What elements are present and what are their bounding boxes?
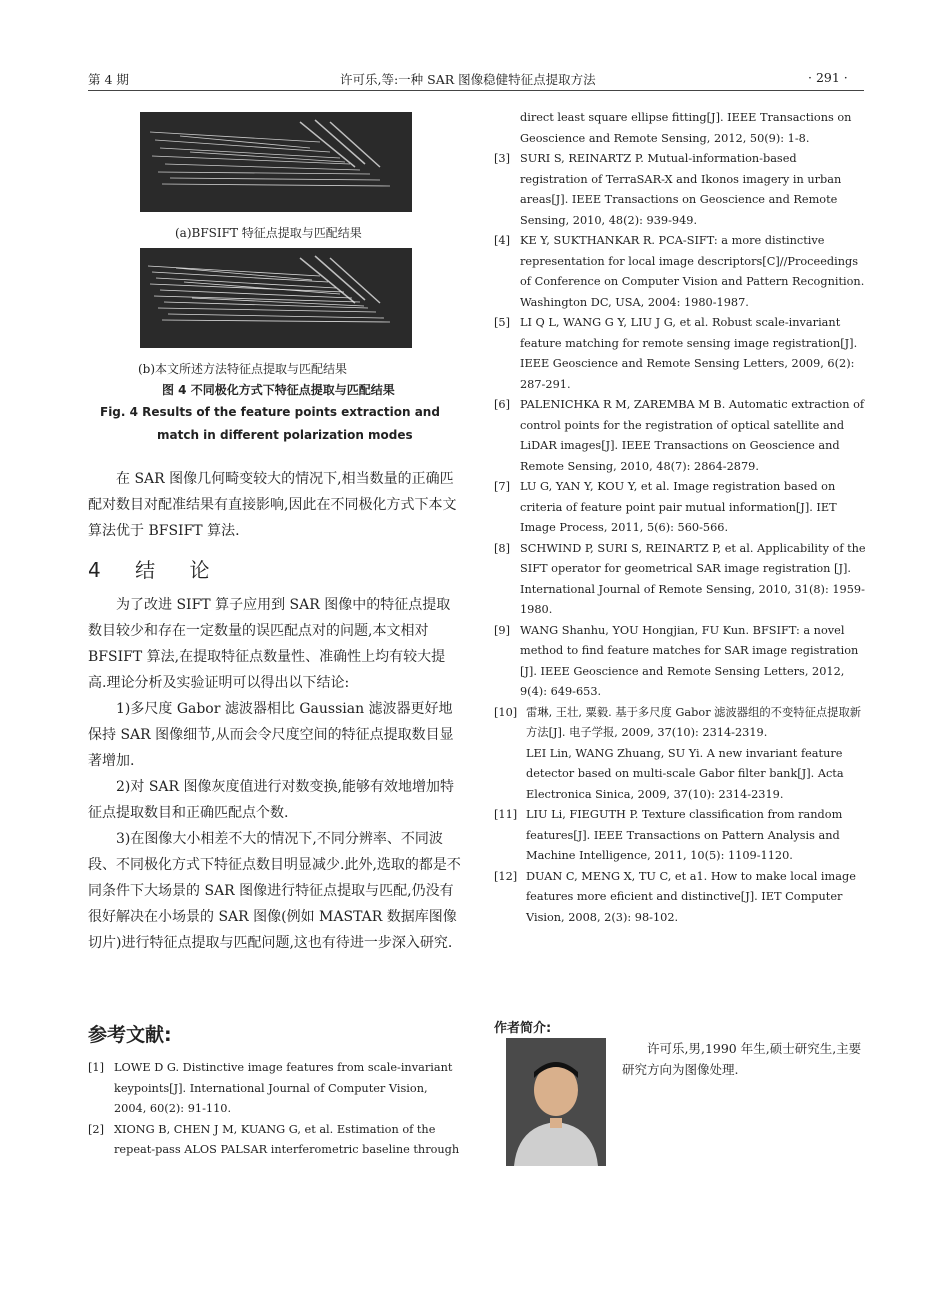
reference-item [494,477,866,539]
references-left [88,1058,463,1161]
reference-item [494,703,866,806]
conclusion-block [88,592,463,956]
reference-text: SCHWIND P, SURI S, REINARTZ P, et al. Applicability of the SIFT operator for geometrical SAR image registration [J]. International Journal of Remote Sensing, 2010, 31(8): 1959-1980. [520,541,866,616]
reference-number: [6] [494,398,511,411]
reference-number: [7] [494,480,511,493]
reference-text: LU G, YAN Y, KOU Y, et al. Image registration based on criteria of feature point pair mutual information[J]. IET Image Process, 2011, 5(6): 560-566. [520,480,837,534]
reference-number: [1] [88,1061,105,1074]
reference-item [494,149,866,231]
body-paragraph: 在 SAR 图像几何畸变较大的情况下,相当数量的正确匹配对数目对配准结果有直接影响,因此在不同极化方式下本文算法优于 BFSIFT 算法. [88,471,457,539]
reference-number: [10] [494,705,518,719]
running-title: 许可乐,等:一种 SAR 图像稳健特征点提取方法 [340,72,596,87]
body-paragraph-1-block [88,466,463,544]
reference-number: [12] [494,869,518,883]
sar-match-lines-a [140,112,412,212]
reference-item [494,621,866,703]
reference-item [88,1120,463,1161]
references-right [494,108,866,928]
reference-item [494,539,866,621]
body-paragraph: 2)对 SAR 图像灰度值进行对数变换,能够有效地增加特征点提取数目和正确匹配点个数. [88,779,454,821]
reference-continuation [494,108,866,149]
body-paragraph: 1)多尺度 Gabor 滤波器相比 Gaussian 滤波器更好地保持 SAR 图像细节,从而会令尺度空间的特征点提取数目显著增加. [88,701,454,769]
reference-text: SURI S, REINARTZ P. Mutual-information-based registration of TerraSAR-X and Ikonos imagery in urban areas[J]. IEEE Transactions on Geoscience and Remote Sensing, 2010, 48(2): 939-949. [520,152,842,227]
reference-text: KE Y, SUKTHANKAR R. PCA-SIFT: a more distinctive representation for local image descriptors[C]//Proceedings of Conference on Computer Vision and Pattern Recognition. Washington DC, USA, 2004: 1980-1987. [520,234,865,309]
author-heading: 作者简介: [494,1021,552,1036]
reference-text: LOWE D G. Distinctive image features from scale-invariant keypoints[J]. International Journal of Computer Vision, 2004, 60(2): 91-110. [114,1061,453,1115]
figure-title-en-2: match in different polarization modes [157,428,413,442]
reference-text: PALENICHKA R M, ZAREMBA M B. Automatic extraction of control points for the registration of optical satellite and LiDAR images[J]. IEEE Transactions on Geoscience and Remote Sensing, 2010, 48(7): 2864-2879. [520,398,865,473]
reference-text: DUAN C, MENG X, TU C, et a1. How to make local image features more eficient and distinctive[J]. IET Computer Vision, 2008, 2(3): 98-102. [526,869,856,924]
reference-number: [3] [494,152,511,165]
page-number: · 291 · [808,70,848,85]
issue-label: 第 4 期 [88,72,129,87]
subcaption-a: (a)BFSIFT 特征点提取与匹配结果 [175,226,362,240]
subcaption-b: (b)本文所述方法特征点提取与匹配结果 [138,362,348,376]
reference-number: [4] [494,234,511,247]
reference-item [494,313,866,395]
reference-text: LI Q L, WANG G Y, LIU J G, et al. Robust scale-invariant feature matching for remote sensing image registration[J]. IEEE Geoscience and Remote Sensing Letters, 2009, 6(2): 287-291. [520,316,858,391]
reference-text: WANG Shanhu, YOU Hongjian, FU Kun. BFSIFT: a novel method to find feature matches for SAR image registration [J]. IEEE Geoscience and Remote Sensing Letters, 2012, 9(4): 649-653. [520,623,859,698]
reference-item [494,867,866,929]
figure-title-cn: 图 4 不同极化方式下特征点提取与匹配结果 [162,383,395,397]
header-rule [88,90,864,91]
reference-item [494,805,866,867]
body-paragraph: 为了改进 SIFT 算子应用到 SAR 图像中的特征点提取数目较少和存在一定数量的误匹配点对的问题,本文相对 BFSIFT 算法,在提取特征点数量性、准确性上均有较大提高.理论分析及实验证明可以得出以下结论: [88,597,451,691]
figure-image-a [140,112,412,212]
reference-text: direct least square ellipse fitting[J]. IEEE Transactions on Geoscience and Remote Sensing, 2012, 50(9): 1-8. [520,111,852,145]
reference-text: XIONG B, CHEN J M, KUANG G, et al. Estimation of the repeat-pass ALOS PALSAR interferometric baseline through [114,1122,460,1156]
reference-number: [11] [494,808,518,821]
body-paragraph: 3)在图像大小相差不大的情况下,不同分辨率、不同波段、不同极化方式下特征点数目明显减少.此外,选取的都是不同条件下大场景的 SAR 图像进行特征点提取与匹配,仍没有很好解决在小场景的 SAR 图像(例如 MASTAR 数据库图像切片)进行特征点提取与匹配问题,这也有待进一步深入研究. [88,831,461,951]
reference-text: LIU Li, FIEGUTH P. Texture classification from random features[J]. IEEE Transactions on Pattern Analysis and Machine Intelligence, 2011, 10(5): 1109-1120. [526,808,843,862]
section-heading: 4 结 论 [88,558,224,582]
reference-number: [5] [494,316,511,329]
figure-title-en-1: Fig. 4 Results of the feature points extraction and [100,405,440,419]
reference-text: 雷琳, 王壮, 粟毅. 基于多尺度 Gabor 滤波器组的不变特征点提取新方法[J]. 电子学报, 2009, 37(10): 2314-2319. [526,705,862,739]
reference-item [88,1058,463,1120]
reference-number: [9] [494,623,511,637]
reference-number: [2] [88,1122,105,1136]
sar-match-lines-b [140,248,412,348]
author-bio: 许可乐,男,1990 年生,硕士研究生,主要研究方向为图像处理. [622,1041,862,1077]
reference-text-english: LEI Lin, WANG Zhuang, SU Yi. A new invariant feature detector based on multi-scale Gabor filter bank[J]. Acta Electronica Sinica, 2009, 37(10): 2314-2319. [526,746,844,801]
author-photo [506,1038,606,1166]
reference-number: [8] [494,541,511,555]
reference-item [494,231,866,313]
reference-item [494,395,866,477]
references-heading: 参考文献: [88,1024,172,1046]
author-portrait-icon [506,1038,606,1166]
figure-image-b [140,248,412,348]
